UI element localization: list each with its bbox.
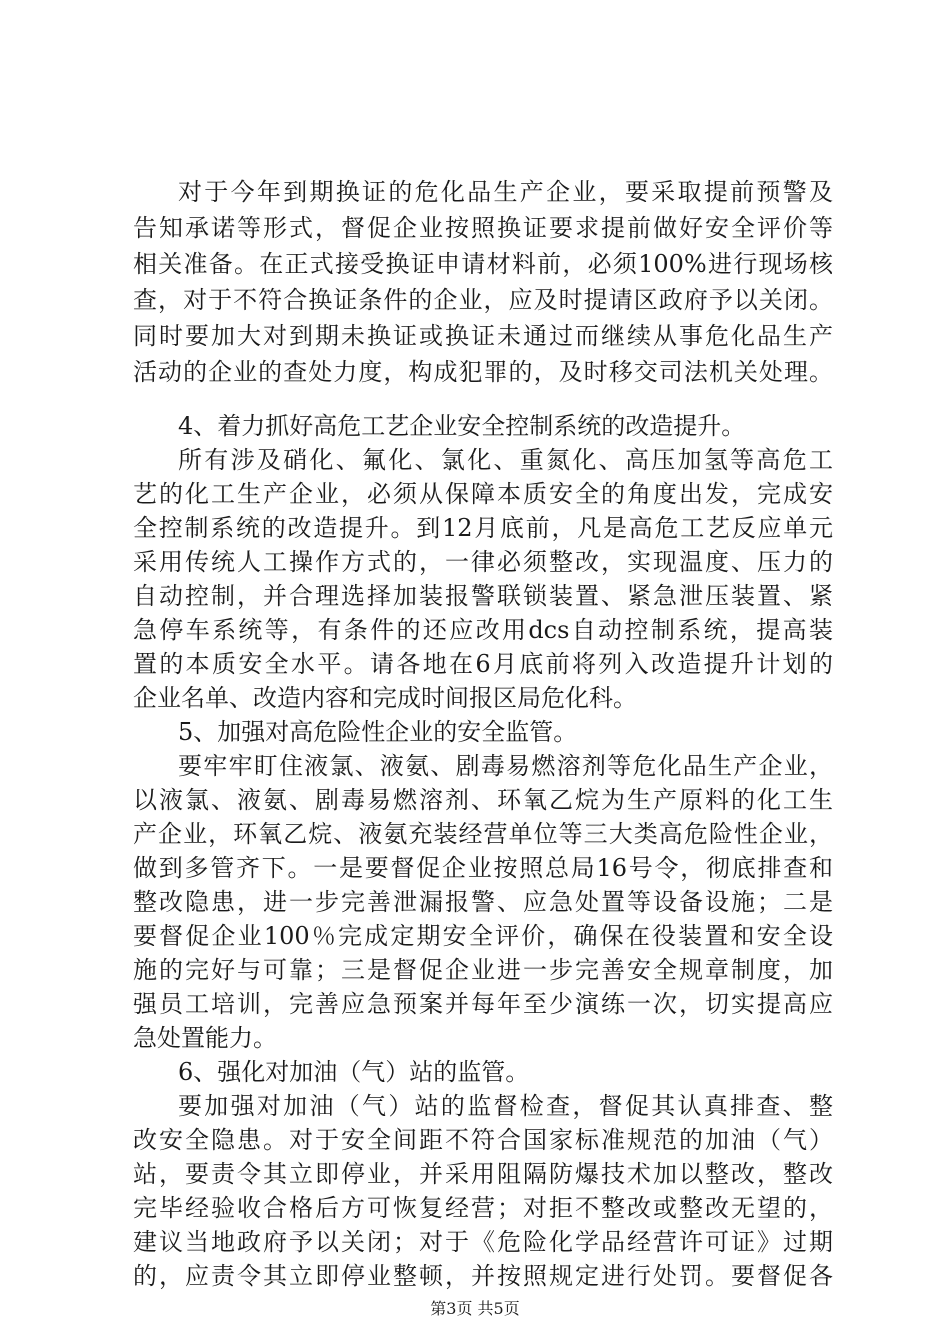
paragraph-line: 施的完好与可靠；三是督促企业进一步完善安全规章制度，加 [133,956,833,984]
paragraph-line: 告知承诺等形式，督促企业按照换证要求提前做好安全评价等 [133,214,833,242]
section-heading-4: 4、着力抓好高危工艺企业安全控制系统的改造提升。 [178,412,746,440]
paragraph-line: 采用传统人工操作方式的，一律必须整改，实现温度、压力的 [133,548,833,576]
page-number-footer: 第3页 共5页 [430,1299,520,1318]
paragraph-line: 以液氯、液氨、剧毒易燃溶剂、环氧乙烷为生产原料的化工生 [133,786,833,814]
paragraph-line: 站，要责令其立即停业，并采用阻隔防爆技术加以整改，整改 [133,1160,833,1188]
paragraph-line: 急处置能力。 [133,1024,277,1052]
paragraph-line: 整改隐患，进一步完善泄漏报警、应急处置等设备设施；二是 [133,888,833,916]
paragraph-line: 企业名单、改造内容和完成时间报区局危化科。 [133,684,637,712]
paragraph-line: 同时要加大对到期未换证或换证未通过而继续从事危化品生产 [133,322,833,350]
section-heading-6: 6、强化对加油（气）站的监管。 [178,1058,530,1086]
paragraph-line: 强员工培训，完善应急预案并每年至少演练一次，切实提高应 [133,990,833,1018]
paragraph-line: 急停车系统等，有条件的还应改用dcs自动控制系统，提高装 [133,616,833,644]
paragraph-line: 所有涉及硝化、氟化、氯化、重氮化、高压加氢等高危工 [178,446,833,474]
paragraph-line: 要牢牢盯住液氯、液氨、剧毒易燃溶剂等危化品生产企业， [178,752,833,780]
paragraph-line: 活动的企业的查处力度，构成犯罪的，及时移交司法机关处理。 [133,358,833,386]
paragraph-line: 建议当地政府予以关闭；对于《危险化学品经营许可证》过期 [133,1228,833,1256]
paragraph-line: 对于今年到期换证的危化品生产企业，要采取提前预警及 [178,178,833,206]
paragraph-line: 相关准备。在正式接受换证申请材料前，必须100%进行现场核 [133,250,833,278]
paragraph-line: 置的本质安全水平。请各地在6月底前将列入改造提升计划的 [133,650,833,678]
section-heading-5: 5、加强对高危险性企业的安全监管。 [178,718,578,746]
paragraph-line: 产企业，环氧乙烷、液氨充装经营单位等三大类高危险性企业， [133,820,833,848]
paragraph-line: 自动控制，并合理选择加装报警联锁装置、紧急泄压装置、紧 [133,582,833,610]
paragraph-line: 要加强对加油（气）站的监督检查，督促其认真排查、整 [178,1092,833,1120]
paragraph-line: 查，对于不符合换证条件的企业，应及时提请区政府予以关闭。 [133,286,833,314]
paragraph-line: 艺的化工生产企业，必须从保障本质安全的角度出发，完成安 [133,480,833,508]
paragraph-line: 完毕经验收合格后方可恢复经营；对拒不整改或整改无望的， [133,1194,833,1222]
paragraph-line: 做到多管齐下。一是要督促企业按照总局16号令，彻底排查和 [133,854,833,882]
paragraph-line: 要督促企业100％完成定期安全评价，确保在役装置和安全设 [133,922,833,950]
paragraph-line: 的，应责令其立即停业整顿，并按照规定进行处罚。要督促各 [133,1262,833,1290]
paragraph-line: 全控制系统的改造提升。到12月底前，凡是高危工艺反应单元 [133,514,833,542]
paragraph-line: 改安全隐患。对于安全间距不符合国家标准规范的加油（气） [133,1126,833,1154]
